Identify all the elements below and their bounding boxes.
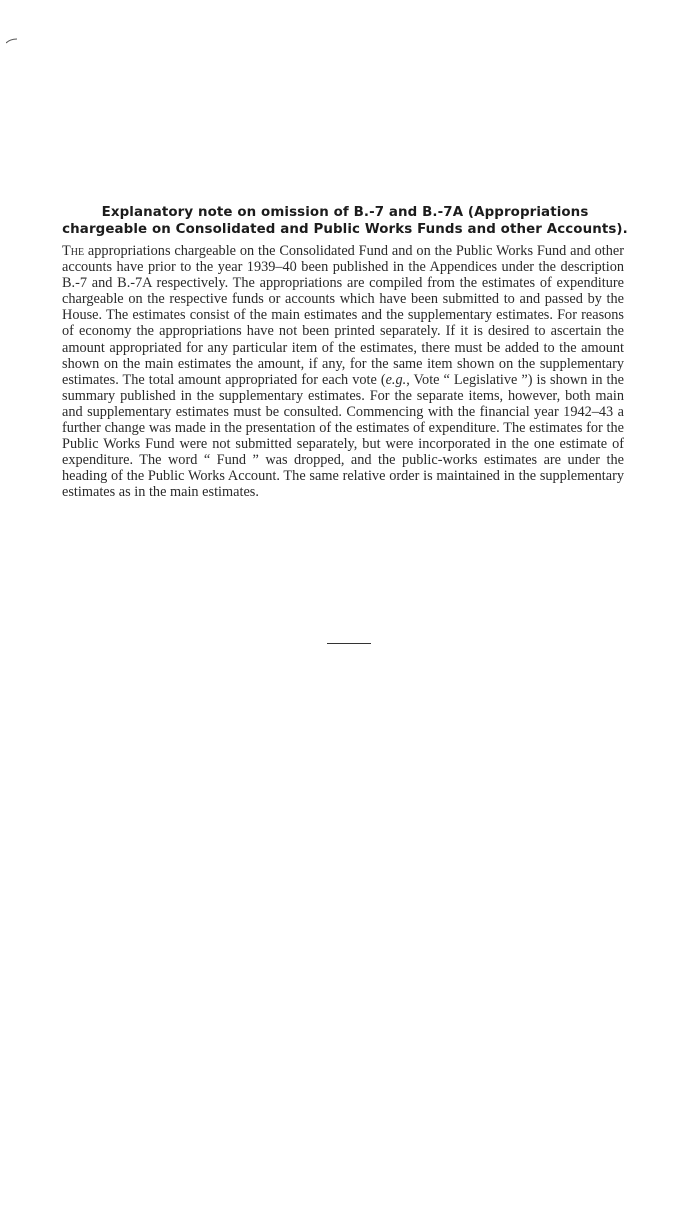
note-body-lead: The (62, 243, 85, 259)
note-body-eg: e.g. (385, 371, 407, 388)
note-body (62, 243, 624, 501)
note-body-part-1: appropriations chargeable on the Consolidated Fund and on the Public Works Fund and other accounts have prior to the year 1939–40 been published in the Appendices under the description B.-7 and B.-7A respectively. The appropriations are compiled from the estimates of expenditure chargeable on the respective funds or accounts which have been submitted to and passed by the House. The estimates consist of the main estimates and the supplementary estimates. For reasons of economy the appropriations have not been printed separately. If it is desired to ascertain the amount appropriated for any particular item of the estimates, there must be added to the amount shown on the main estimates the amount, if any, for the same item shown on the supplementary estimates. The total amount appropriated for each vote ( (62, 243, 624, 388)
end-rule (327, 643, 371, 644)
note-body-part-2: , Vote “ Legislative ”) is shown in the summary published in the supplementary estimates. For the separate items, however, both main and supplementary estimates must be consulted. Commencing with the financial year 1942–43 a further change was made in the presentation of the estimates of expenditure. The estimates for the Public Works Fund were not submitted separately, but were incorporated in the one estimate of expenditure. The word “ Fund ” was dropped, and the public-works estimates are under the heading of the Public Works Account. The same relative order is maintained in the supplementary estimates as in the main estimates. (62, 371, 624, 501)
note-heading: Explanatory note on omission of B.-7 and B.-7A (Appropriations chargeable on Consolidated and Public Works Funds and other Accounts). (62, 205, 628, 237)
scan-mark (6, 38, 18, 44)
